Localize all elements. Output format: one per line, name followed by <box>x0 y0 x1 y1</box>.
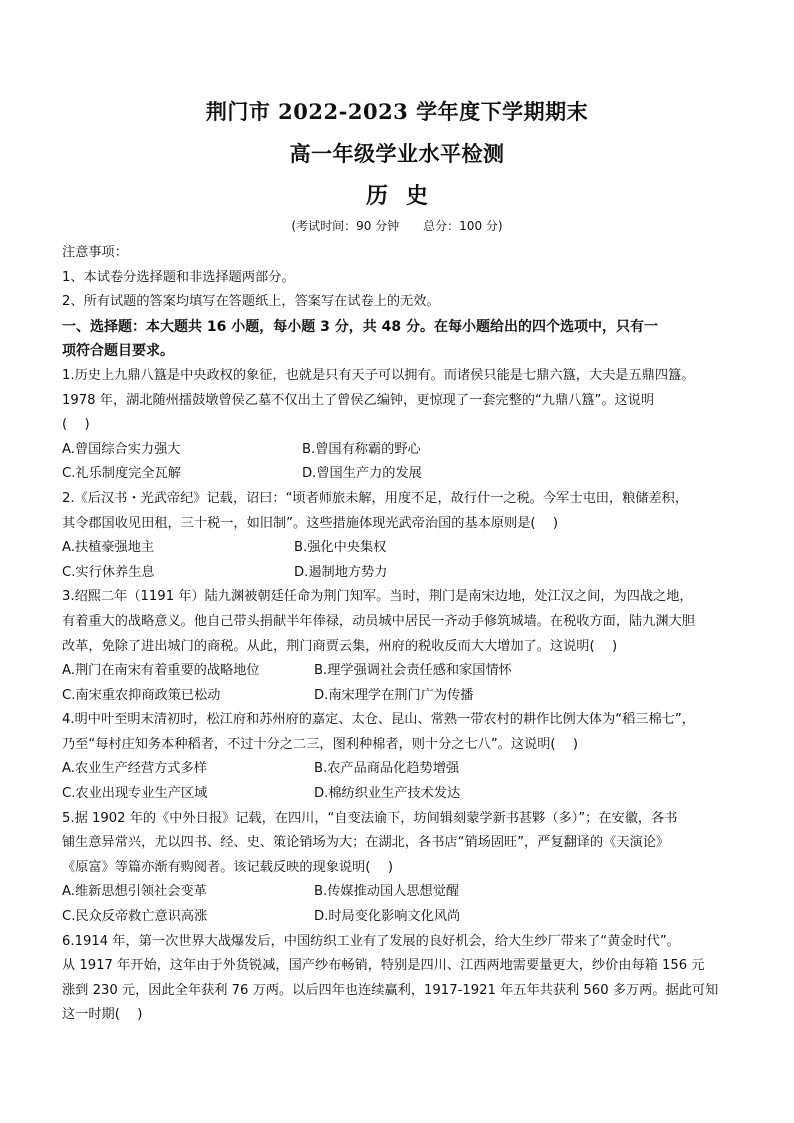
subject-title: 历史 <box>365 183 446 209</box>
exam-title: 荆门市 2022-2023 学年度下学期期末 <box>205 99 589 124</box>
option-c: C.民众反帝救亡意识高涨 <box>62 909 208 925</box>
question-text: 1.历史上九鼎八簋是中央政权的象征，也就是只有天子可以拥有。而诸侯只能是七鼎六簋，大夫是五鼎四簋。 <box>62 367 695 383</box>
question-text: 改革，免除了进出城门的商税。从此，荆门商贾云集，州府的税收反而大大增加了。这说明( ) <box>62 638 618 654</box>
question-text: 有着重大的战略意义。他自己带头捐献半年俸禄，动员城中居民一齐动手修筑城墙。在税收方面，陆九渊大胆 <box>62 613 695 629</box>
question-text: 乃至“每村庄知务本种稻者，不过十分之二三，图利种棉者，则十分之七八”。这说明( ) <box>62 736 579 752</box>
option-b: B.传媒推动国人思想觉醒 <box>314 884 460 900</box>
section-heading: 一、选择题：本大题共 16 小题，每小题 3 分，共 48 分。在每小题给出的四个选项中，只有一 <box>62 318 658 335</box>
section-heading: 项符合题目要求。 <box>62 343 174 360</box>
option-row <box>62 757 734 782</box>
note-item: 2、所有试题的答案均填写在答题纸上，答案写在试卷上的无效。 <box>62 294 440 310</box>
question-text: 3.绍熙二年（1191 年）陆九渊被朝廷任命为荆门知军。当时，荆门是南宋边地，处江汉之间，为四战之地， <box>62 589 693 605</box>
option-b: B.曾国有称霸的野心 <box>302 441 421 457</box>
option-d: D.遏制地方势力 <box>294 564 388 580</box>
question-6 <box>62 930 734 1028</box>
option-d: D.时局变化影响文化风尚 <box>314 909 461 925</box>
option-a: A.维新思想引领社会变革 <box>62 884 207 900</box>
option-row <box>62 462 734 487</box>
note-item: 1、本试卷分选择题和非选择题两部分。 <box>62 269 295 285</box>
question-4 <box>62 708 734 806</box>
option-row <box>62 905 734 930</box>
option-a: A.曾国综合实力强大 <box>62 441 181 457</box>
option-row <box>62 684 734 709</box>
question-text: 2.《后汉书・光武帝纪》记载，诏曰：“顷者师旅未解，用度不足，故行什一之税。今军士屯田，粮储差积， <box>62 490 689 506</box>
question-text: 《原富》等篇亦渐有购阅者。该记载反映的现象说明( ) <box>62 859 393 875</box>
option-b: B.理学强调社会责任感和家国情怀 <box>314 663 512 679</box>
question-3 <box>62 585 734 708</box>
exam-info: (考试时间：90 分钟 总分：100 分) <box>291 219 503 233</box>
option-row <box>62 561 734 586</box>
question-text: 这一时期( ) <box>62 1007 143 1023</box>
option-row <box>62 782 734 807</box>
notes-heading: 注意事项： <box>62 245 128 260</box>
question-text: 从 1917 年开始，这年由于外货锐减，国产纱布畅销，特别是四川、江西两地需要量更大，纱价由每箱 156 元 <box>62 958 705 974</box>
question-text: 铺生意异常兴，尤以四书、经、史、策论销场为大；在湖北，各书店“销场固旺”，严复翻译的《天演论》 <box>62 835 670 851</box>
option-row <box>62 536 734 561</box>
option-d: D.棉纺织业生产技术发达 <box>314 786 461 802</box>
option-b: B.强化中央集权 <box>294 540 387 556</box>
question-text: 5.据 1902 年的《中外日报》记载，在四川，“自变法谕下，坊间辑刻蒙学新书甚夥（多）”；在安徽，各书 <box>62 810 678 826</box>
question-5 <box>62 807 734 930</box>
exam-subtitle: 高一年级学业水平检测 <box>289 141 505 166</box>
question-text: 其令郡国收见田租，三十税一，如旧制”。这些措施体现光武帝治国的基本原则是( ) <box>62 515 559 531</box>
option-a: A.农业生产经营方式多样 <box>62 761 207 777</box>
option-d: D.南宋理学在荆门广为传播 <box>314 687 474 703</box>
option-d: D.曾国生产力的发展 <box>302 466 422 482</box>
option-row <box>62 880 734 905</box>
question-text: ( ) <box>62 417 90 433</box>
exam-body <box>62 241 734 1028</box>
option-row <box>62 438 734 463</box>
question-2 <box>62 487 734 585</box>
option-a: A.扶植豪强地主 <box>62 540 155 556</box>
question-text: 4.明中叶至明末清初时，松江府和苏州府的嘉定、太仓、昆山、常熟一带农村的耕作比例大体为“稻三棉七”， <box>62 712 695 728</box>
question-text: 涨到 230 元，因此全年获利 76 万两。以后四年也连续赢利，1917-1921 年五年共获利 560 多万两。据此可知 <box>62 982 719 998</box>
question-text: 6.1914 年，第一次世界大战爆发后，中国纺织工业有了发展的良好机会，给大生纱厂带来了“黄金时代”。 <box>62 933 680 949</box>
option-c: C.实行休养生息 <box>62 564 155 580</box>
option-b: B.农产品商品化趋势增强 <box>314 761 460 777</box>
option-c: C.礼乐制度完全瓦解 <box>62 466 181 482</box>
option-c: C.农业出现专业生产区域 <box>62 786 208 802</box>
option-a: A.荆门在南宋有着重要的战略地位 <box>62 663 260 679</box>
question-text: 1978 年，湖北随州擂鼓墩曾侯乙墓不仅出土了曾侯乙编钟，更惊现了一套完整的“九鼎八簋”。这说明 <box>62 392 655 408</box>
option-row <box>62 659 734 684</box>
question-1 <box>62 364 734 487</box>
option-c: C.南宋重农抑商政策已松动 <box>62 687 221 703</box>
